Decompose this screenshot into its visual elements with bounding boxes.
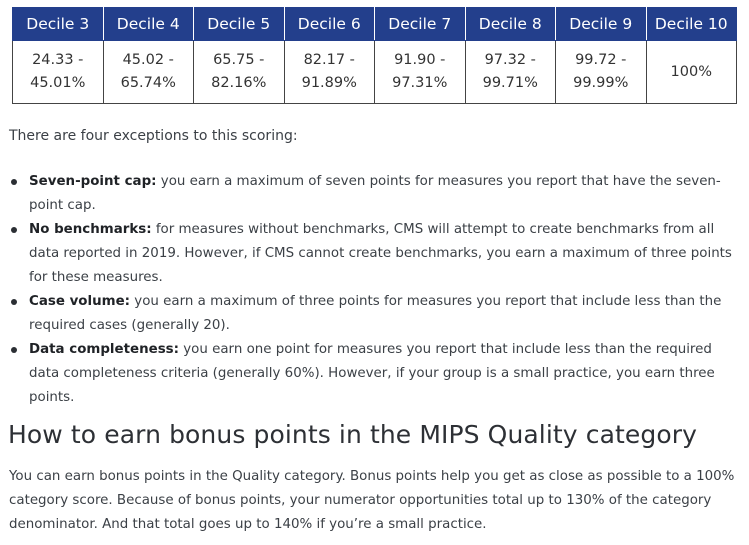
bonus-points-heading: How to earn bonus points in the MIPS Quality category [8,420,698,449]
exception-text: you earn a maximum of three points for measures you report that include less than the required cases (generally 20). [29,294,722,333]
bullet-icon [11,227,17,233]
decile-7-header: Decile 7 [375,8,466,41]
range-low: 91.90 - [394,52,446,68]
bullet-icon [11,299,17,305]
decile-8-header: Decile 8 [465,8,556,41]
range-low: 65.75 - [213,52,265,68]
exception-text: you earn a maximum of seven points for measures you report that have the seven-point cap. [29,174,721,213]
bullet-icon [11,347,17,353]
decile-5-range [194,41,285,104]
exception-term: No benchmarks: [29,222,152,237]
list-item [9,290,741,338]
list-item [9,218,741,290]
exception-term: Data completeness: [29,342,179,357]
range-high: 99.71% [482,75,538,91]
decile-3-header: Decile 3 [13,8,104,41]
bullet-icon [11,179,17,185]
decile-8-range [465,41,556,104]
range-low: 97.32 - [484,52,536,68]
decile-6-range [284,41,375,104]
range-low: 82.17 - [303,52,355,68]
decile-9-header: Decile 9 [556,8,647,41]
decile-4-header: Decile 4 [103,8,194,41]
decile-4-range [103,41,194,104]
range-value: 100% [670,63,712,80]
exception-text: for measures without benchmarks, CMS will attempt to create benchmarks from all data reported in 2019. However, if CMS cannot create benchmarks, you earn a maximum of three points for these measures. [29,222,732,285]
range-low: 99.72 - [575,52,627,68]
range-high: 45.01% [30,75,86,91]
exception-term: Seven-point cap: [29,174,157,189]
range-high: 91.89% [301,75,357,91]
range-high: 99.99% [573,75,629,91]
exception-term: Case volume: [29,294,131,309]
bonus-points-paragraph: You can earn bonus points in the Quality category. Bonus points help you get as close as possible to a 100% category score. Because of bonus points, your numerator opportunities total up to 130% of the category denominator. And that total goes up to 140% if you’re a small practice. [9,469,735,532]
decile-10-range [646,41,737,104]
decile-9-range [556,41,647,104]
decile-table [12,7,737,104]
decile-range-row [13,41,737,104]
range-high: 65.74% [120,75,176,91]
range-low: 45.02 - [122,52,174,68]
range-high: 97.31% [392,75,448,91]
exceptions-list [9,170,741,410]
exceptions-intro: There are four exceptions to this scoring: [9,128,298,144]
list-item [9,170,741,218]
decile-5-header: Decile 5 [194,8,285,41]
range-low: 24.33 - [32,52,84,68]
exception-text: you earn one point for measures you report that include less than the required data completeness criteria (generally 60%). However, if your group is a small practice, you earn three points. [29,342,715,405]
decile-header-row [13,8,737,41]
decile-7-range [375,41,466,104]
decile-3-range [13,41,104,104]
decile-6-header: Decile 6 [284,8,375,41]
list-item [9,338,741,410]
range-high: 82.16% [211,75,267,91]
decile-10-header: Decile 10 [646,8,737,41]
